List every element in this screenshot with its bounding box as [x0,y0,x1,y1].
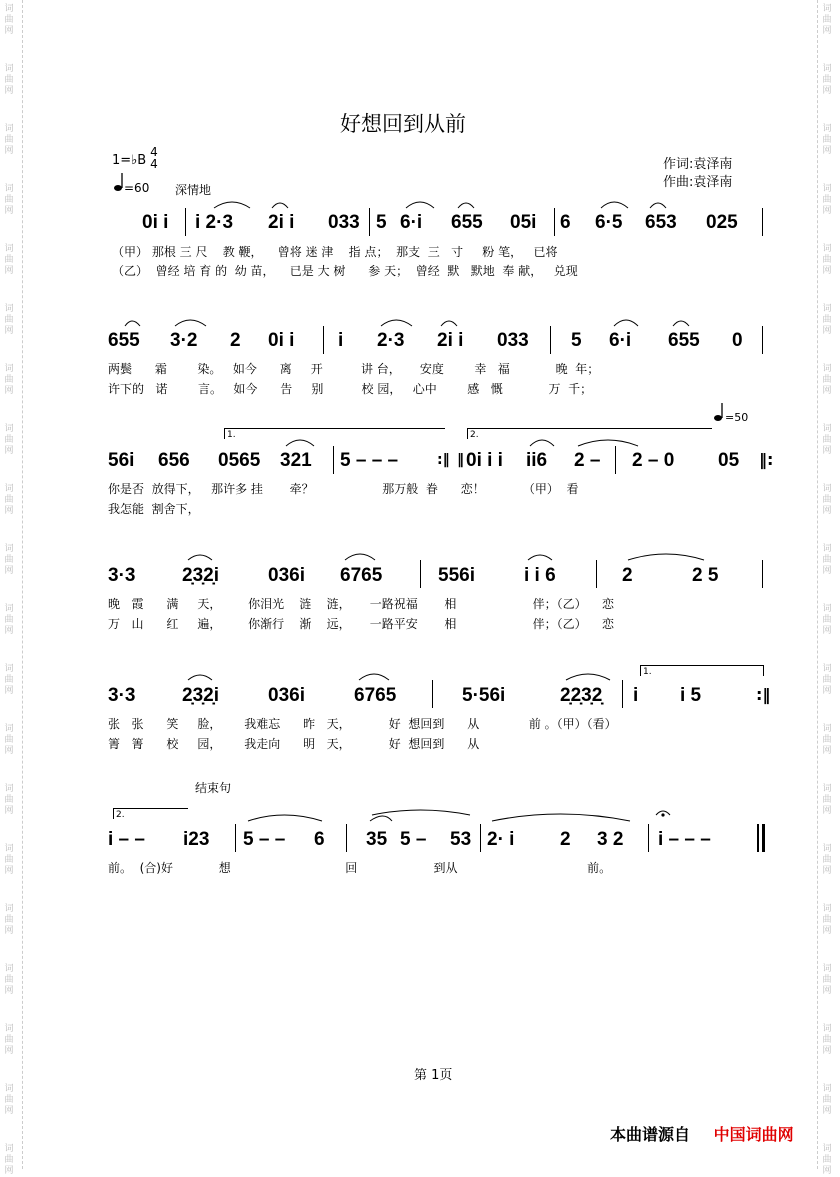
watermark-text: 词曲网 [822,1024,832,1056]
watermark-text: 词曲网 [4,184,14,216]
note-group: 05 [718,450,740,471]
slur-marks [0,805,840,829]
note-group: i 2·3 [195,212,234,233]
quarter-note-icon [114,172,124,196]
note-group: 6 [560,212,571,233]
note-group: 2i i [437,330,464,351]
lyric-line-2: （乙） 曾经 培 育 的 幼 苗， 已是 大 树 参 天； 曾经 默 默地 奉 献， 兑现 [112,264,578,278]
note-group: 0 [732,330,743,351]
note-group: 53 [450,829,472,850]
note-group: 5 – [400,829,427,850]
note-group: 2̣3̣2̣i [182,685,219,706]
source-prefix: 本曲谱源自 [610,1125,691,1144]
note-group: 6765 [354,685,397,706]
watermark-text: 词曲网 [822,244,832,276]
watermark-text: 词曲网 [4,784,14,816]
watermark-text: 词曲网 [4,424,14,456]
note-group: 2 – [574,450,601,471]
watermark-text: 词曲网 [822,964,832,996]
note-group: 35 [366,829,388,850]
watermark-text: 词曲网 [4,304,14,336]
watermark-text: 词曲网 [4,1024,14,1056]
page-number: 第 1页 [414,1068,453,1083]
watermark-text: 词曲网 [4,664,14,696]
right-watermark-strip [817,0,840,1176]
note-group: 655 [668,330,700,351]
watermark-text: 词曲网 [822,784,832,816]
watermark-text: 词曲网 [822,664,832,696]
watermark-text: 词曲网 [4,844,14,876]
volta-1-label: 1. [643,667,652,677]
watermark-text: 词曲网 [4,904,14,936]
slur-marks [0,548,840,568]
note-group: 2· i [487,829,515,850]
note-group: 2 [560,829,571,850]
watermark-text: 词曲网 [822,64,832,96]
lyric-line-1: 张 张 笑 脸， 我难忘 昨 天， 好 想回到 从 前 。（甲）（看） [108,717,617,731]
note-group: 0i i [142,212,169,233]
watermark-text: 词曲网 [822,844,832,876]
lyricist-credit: 作词:袁泽南 [663,157,733,172]
note-group: i 5 [680,685,702,706]
composer-credit: 作曲:袁泽南 [663,175,733,190]
watermark-text: 词曲网 [4,1084,14,1116]
note-group: 3·3 [108,685,136,706]
note-group: 655 [108,330,140,351]
watermark-text: 词曲网 [822,424,832,456]
watermark-text: 词曲网 [4,124,14,156]
lyric-line-1: 晚 霞 满 天， 你泪光 涟 涟， 一路祝福 相 伴；（乙） 恋 [108,597,614,611]
watermark-text: 词曲网 [822,724,832,756]
note-group: 3 2 [597,829,624,850]
note-group: 0i i [268,330,295,351]
note-group: 3·2 [170,330,198,351]
repeat-end-sign: :‖ [437,452,450,468]
slur-marks [0,196,840,216]
slur-marks [0,668,840,688]
note-group: 5 [571,330,582,351]
key-signature: 1=♭B [112,153,147,168]
watermark-text: 词曲网 [822,1084,832,1116]
watermark-text: 词曲网 [4,604,14,636]
time-sig-denominator: 4 [150,157,158,171]
note-group: i i 6 [524,565,556,586]
note-group: 556i [438,565,475,586]
note-group: i [633,685,639,706]
note-group: 5·56i [462,685,506,706]
watermark-text: 词曲网 [822,4,832,36]
note-group: 6·i [609,330,632,351]
lyric-line-2: 我怎能 割舍下， [108,502,200,516]
note-group: 6765 [340,565,383,586]
watermark-text: 词曲网 [4,244,14,276]
repeat-start-sign: ‖ [457,452,464,468]
left-watermark-strip [0,0,23,1176]
note-group: 6·i [400,212,423,233]
watermark-text: 词曲网 [822,364,832,396]
note-group: 6 [314,829,325,850]
time-sig-numerator: 4 [150,145,158,159]
note-group: 2̣3̣2̣i [182,565,219,586]
expression-marking: 深情地 [175,183,212,197]
lyric-line-1: 两鬓 霜 染。 如今 离 开 讲 台， 安度 幸 福 晚 年； [108,362,600,376]
note-group: 036i [268,565,305,586]
note-group: 2·3 [377,330,405,351]
note-group: 0565 [218,450,261,471]
note-group: 6·5 [595,212,623,233]
note-group: 2 [622,565,633,586]
ending-label: 结束句 [195,781,232,795]
note-group: 2 5 [692,565,719,586]
note-group: 025 [706,212,738,233]
slur-marks [0,314,840,334]
repeat-end-sign: :‖ [756,685,771,704]
watermark-text: 词曲网 [822,904,832,936]
tempo-marking: =60 [124,181,150,195]
lyric-line-2: 许下的 诺 言。 如今 告 别 校 园， 心中 感 慨 万 千； [108,382,593,396]
note-group: 2 [230,330,241,351]
watermark-text: 词曲网 [4,724,14,756]
watermark-text: 词曲网 [4,964,14,996]
note-group: 05i [510,212,537,233]
note-group: 321 [280,450,312,471]
volta-1-label: 1. [227,430,236,440]
lyric-line-1: 前。 (合)好 想 回 到从 前。 [108,861,612,875]
watermark-text: 词曲网 [4,364,14,396]
tempo-change: =50 [725,411,749,424]
note-group: 2̣2̣3̣2̣ [560,685,603,706]
note-group: 5 [376,212,387,233]
note-group: i – – [108,829,145,850]
note-group: 5 – – [243,829,286,850]
lyric-line-1: 你是否 放得下， 那许多 挂 牵？ 那万般 眷 恋！ （甲） 看 [108,482,579,496]
note-group: 033 [497,330,529,351]
note-group: 2i i [268,212,295,233]
note-group: 655 [451,212,483,233]
watermark-text: 词曲网 [822,124,832,156]
watermark-text: 词曲网 [822,484,832,516]
song-title: 好想回到从前 [340,112,466,136]
note-group: i23 [183,829,210,850]
note-group: 653 [645,212,677,233]
note-group: 033 [328,212,360,233]
quarter-note-icon [714,402,724,426]
watermark-text: 词曲网 [822,304,832,336]
note-group: 656 [158,450,190,471]
note-group: 56i [108,450,135,471]
watermark-text: 词曲网 [4,1144,14,1176]
watermark-text: 词曲网 [4,64,14,96]
watermark-text: 词曲网 [822,1144,832,1176]
note-group: i – – – [658,829,711,850]
watermark-text: 词曲网 [4,4,14,36]
note-group: 2 – 0 [632,450,675,471]
watermark-text: 词曲网 [822,544,832,576]
source-site-link[interactable]: 中国词曲网 [713,1125,794,1144]
note-group: ii6 [526,450,548,471]
watermark-text: 词曲网 [822,604,832,636]
lyric-line-2: 箐 箐 校 园， 我走向 明 天， 好 想回到 从 [108,737,480,751]
source-credit [610,1122,794,1145]
note-group: 3·3 [108,565,136,586]
note-group: i [338,330,344,351]
slur-marks [0,434,840,454]
note-group: 5 – – – [340,450,399,471]
time-signature [149,146,159,170]
lyric-line-1: （甲） 那根 三 尺 教 鞭， 曾将 迷 津 指 点； 那支 三 寸 粉 笔， 已将 [112,245,558,259]
volta-2-label: 2. [116,810,125,820]
note-group: 036i [268,685,305,706]
volta-2-label: 2. [470,430,479,440]
watermark-text: 词曲网 [4,544,14,576]
note-group: 0i i i [466,450,503,471]
watermark-text: 词曲网 [4,484,14,516]
lyric-line-2: 万 山 红 遍， 你渐行 渐 远， 一路平安 相 伴；（乙） 恋 [108,617,614,631]
repeat-end-sign: ‖: [759,450,774,469]
watermark-text: 词曲网 [822,184,832,216]
